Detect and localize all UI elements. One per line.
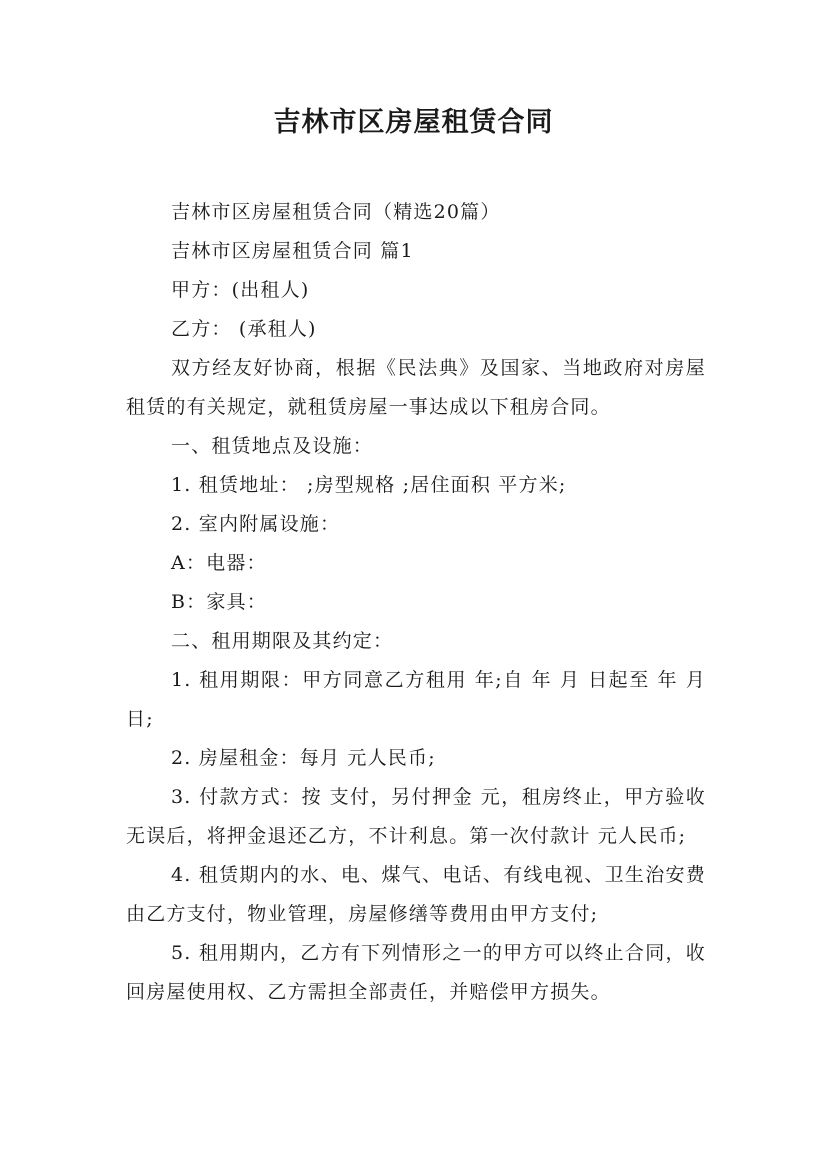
document-body	[126, 193, 706, 1012]
paragraph: 2. 室内附属设施：	[171, 513, 341, 535]
paragraph: 2. 房屋租金：每月 元人民币;	[171, 747, 436, 769]
document-title: 吉林市区房屋租赁合同	[273, 107, 554, 138]
paragraph: 1. 租用期限：甲方同意乙方租用 年;自 年 月 日起至 年 月 日;	[126, 669, 706, 730]
paragraph: 吉林市区房屋租赁合同 篇1	[171, 240, 414, 262]
paragraph: 1. 租赁地址： ;房型规格 ;居住面积 平方米;	[171, 474, 567, 496]
paragraph: 二、租用期限及其约定：	[171, 630, 394, 652]
paragraph: A：电器：	[171, 552, 267, 574]
paragraph: 双方经友好协商，根据《民法典》及国家、当地政府对房屋租赁的有关规定，就租赁房屋一事达成以下租房合同。	[126, 357, 706, 418]
paragraph: 甲方：(出租人)	[171, 279, 310, 301]
paragraph: 一、租赁地点及设施：	[171, 435, 374, 457]
paragraph: 吉林市区房屋租赁合同（精选20篇）	[171, 201, 501, 223]
paragraph: B：家具：	[171, 591, 267, 613]
paragraph: 3. 付款方式：按 支付，另付押金 元，租房终止，甲方验收无误后，将押金退还乙方，不计利息。第一次付款计 元人民币;	[126, 786, 706, 847]
paragraph: 5. 租用期内，乙方有下列情形之一的甲方可以终止合同，收回房屋使用权、乙方需担全部责任，并赔偿甲方损失。	[126, 942, 706, 1003]
paragraph: 4. 租赁期内的水、电、煤气、电话、有线电视、卫生治安费由乙方支付，物业管理，房屋修缮等费用由甲方支付;	[126, 864, 706, 925]
paragraph: 乙方： (承租人)	[171, 318, 317, 340]
